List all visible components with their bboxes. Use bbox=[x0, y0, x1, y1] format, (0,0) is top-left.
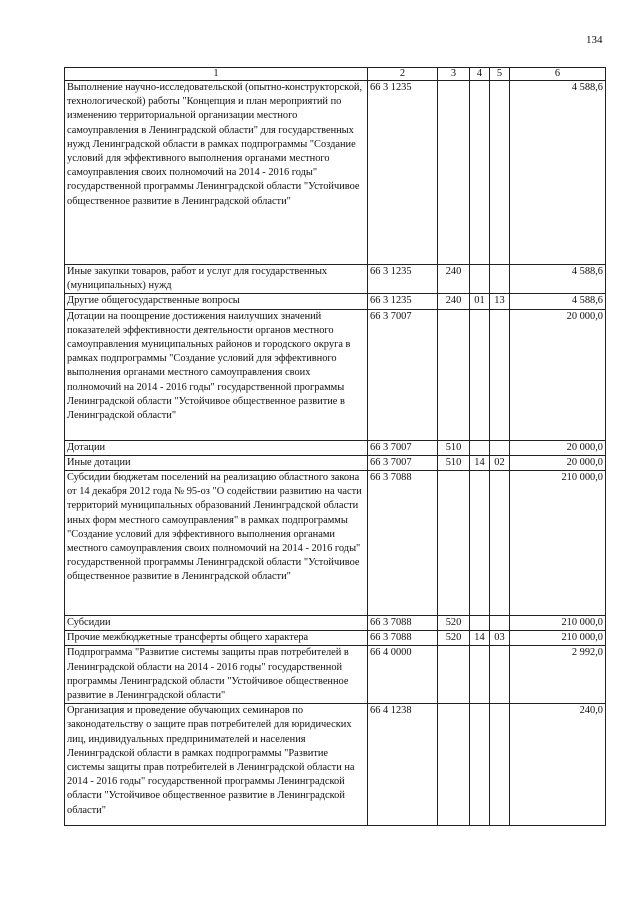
item-section bbox=[470, 704, 490, 826]
item-code: 66 3 1235 bbox=[368, 265, 438, 294]
item-code: 66 4 0000 bbox=[368, 646, 438, 704]
item-amount: 20 000,0 bbox=[510, 455, 606, 470]
item-type-code bbox=[438, 646, 470, 704]
item-code: 66 3 7088 bbox=[368, 471, 438, 616]
item-subsection bbox=[490, 309, 510, 440]
item-subsection: 03 bbox=[490, 631, 510, 646]
item-type-code: 240 bbox=[438, 265, 470, 294]
column-header: 2 bbox=[368, 68, 438, 81]
table-row bbox=[65, 471, 606, 616]
item-name: Подпрограмма "Развитие системы защиты прав потребителей в Ленинградской области на 2014 - 2016 годы" государственной программы Ленинградской области "Устойчивое общественное развитие в Ленинградской области" bbox=[65, 646, 368, 704]
item-code: 66 3 7088 bbox=[368, 616, 438, 631]
table-row bbox=[65, 616, 606, 631]
item-type-code bbox=[438, 309, 470, 440]
item-amount: 20 000,0 bbox=[510, 309, 606, 440]
item-name: Прочие межбюджетные трансферты общего характера bbox=[65, 631, 368, 646]
item-name: Иные закупки товаров, работ и услуг для государственных (муниципальных) нужд bbox=[65, 265, 368, 294]
table-row bbox=[65, 265, 606, 294]
item-code: 66 3 7088 bbox=[368, 631, 438, 646]
item-type-code: 520 bbox=[438, 616, 470, 631]
item-name: Дотации на поощрение достижения наилучших значений показателей эффективности деятельности органов местного самоуправления муниципальных районов и городского округа в рамках подпрограммы "Создание условий для эффективного выполнения органами местного самоуправления своих полномочий на 2014 - 2016 годы" государственной программы Ленинградской области "Устойчивое общественное развитие в Ленинградской области" bbox=[65, 309, 368, 440]
item-section bbox=[470, 265, 490, 294]
page-number: 134 bbox=[586, 34, 603, 46]
item-subsection: 02 bbox=[490, 455, 510, 470]
item-subsection: 13 bbox=[490, 294, 510, 309]
table-row bbox=[65, 455, 606, 470]
item-name: Иные дотации bbox=[65, 455, 368, 470]
item-name: Субсидии бюджетам поселений на реализацию областного закона от 14 декабря 2012 года № 95-оз "О содействии развитию на части территорий муниципальных образований Ленинградской области иных форм местного самоуправления" в рамках подпрограммы "Создание условий для эффективного выполнения органами местного самоуправления своих полномочий на 2014 - 2016 годы" государственной программы Ленинградской области "Устойчивое общественное развитие в Ленинградской области" bbox=[65, 471, 368, 616]
column-header: 1 bbox=[65, 68, 368, 81]
item-name: Дотации bbox=[65, 440, 368, 455]
item-name: Субсидии bbox=[65, 616, 368, 631]
item-amount: 4 588,6 bbox=[510, 81, 606, 265]
item-amount: 2 992,0 bbox=[510, 646, 606, 704]
header-row bbox=[65, 68, 606, 81]
column-header: 5 bbox=[490, 68, 510, 81]
item-code: 66 3 1235 bbox=[368, 81, 438, 265]
item-section: 14 bbox=[470, 631, 490, 646]
item-amount: 240,0 bbox=[510, 704, 606, 826]
item-amount: 4 588,6 bbox=[510, 294, 606, 309]
item-amount: 210 000,0 bbox=[510, 631, 606, 646]
item-name: Другие общегосударственные вопросы bbox=[65, 294, 368, 309]
item-amount: 210 000,0 bbox=[510, 471, 606, 616]
item-type-code: 240 bbox=[438, 294, 470, 309]
item-subsection bbox=[490, 646, 510, 704]
item-section bbox=[470, 616, 490, 631]
item-section bbox=[470, 81, 490, 265]
item-code: 66 3 1235 bbox=[368, 294, 438, 309]
item-type-code bbox=[438, 81, 470, 265]
table-row bbox=[65, 81, 606, 265]
item-name: Организация и проведение обучающих семинаров по законодательству о защите прав потребителей для юридических лиц, индивидуальных предпринимателей и населения Ленинградской области в рамках подпрограммы "Развитие системы защиты прав потребителей в Ленинградской области на 2014 - 2016 годы" государственной программы Ленинградской области "Устойчивое общественное развитие в Ленинградской области" bbox=[65, 704, 368, 826]
item-type-code bbox=[438, 704, 470, 826]
item-subsection bbox=[490, 471, 510, 616]
item-code: 66 3 7007 bbox=[368, 440, 438, 455]
item-amount: 210 000,0 bbox=[510, 616, 606, 631]
table-row bbox=[65, 309, 606, 440]
table-row bbox=[65, 704, 606, 826]
item-type-code: 520 bbox=[438, 631, 470, 646]
item-name: Выполнение научно-исследовательской (опытно-конструкторской, технологической) работы "Концепция и план мероприятий по изменению территориальной организации местного самоуправления в Ленинградской области" для государственных нужд Ленинградской области в рамках подпрограммы "Создание условий для эффективного выполнения органами местного самоуправления своих полномочий на 2014 - 2016 годы" государственной программы Ленинградской области "Устойчивое общественное развитие в Ленинградской области" bbox=[65, 81, 368, 265]
table-row bbox=[65, 440, 606, 455]
item-subsection bbox=[490, 704, 510, 826]
item-section bbox=[470, 646, 490, 704]
table-row bbox=[65, 631, 606, 646]
item-subsection bbox=[490, 81, 510, 265]
column-header: 6 bbox=[510, 68, 606, 81]
item-subsection bbox=[490, 440, 510, 455]
item-section bbox=[470, 440, 490, 455]
item-amount: 4 588,6 bbox=[510, 265, 606, 294]
item-type-code: 510 bbox=[438, 455, 470, 470]
table-row bbox=[65, 646, 606, 704]
item-amount: 20 000,0 bbox=[510, 440, 606, 455]
budget-table bbox=[64, 67, 606, 826]
column-header: 3 bbox=[438, 68, 470, 81]
item-type-code: 510 bbox=[438, 440, 470, 455]
table-row bbox=[65, 294, 606, 309]
item-subsection bbox=[490, 265, 510, 294]
item-code: 66 3 7007 bbox=[368, 455, 438, 470]
item-code: 66 4 1238 bbox=[368, 704, 438, 826]
item-subsection bbox=[490, 616, 510, 631]
item-section: 01 bbox=[470, 294, 490, 309]
item-section: 14 bbox=[470, 455, 490, 470]
item-code: 66 3 7007 bbox=[368, 309, 438, 440]
item-section bbox=[470, 471, 490, 616]
item-section bbox=[470, 309, 490, 440]
item-type-code bbox=[438, 471, 470, 616]
column-header: 4 bbox=[470, 68, 490, 81]
